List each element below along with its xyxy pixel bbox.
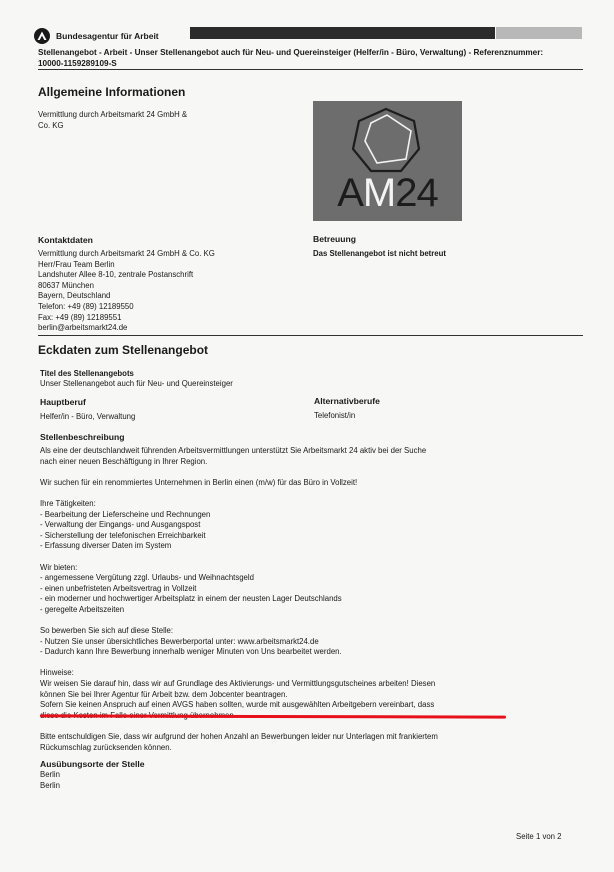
contact-block [38,249,215,334]
mediation-line: Vermittlung durch Arbeitsmarkt 24 GmbH & [38,110,188,119]
reference-number: 10000-1159289109-S [38,59,117,68]
contact-line: Telefon: +49 (89) 12189550 [38,301,134,311]
apply-heading: So bewerben Sie sich auf diese Stelle: [40,626,174,636]
contact-line: Bayern, Deutschland [38,291,111,301]
header-bar-dark [190,27,495,39]
title-value: Unser Stellenangebot auch für Neu- und Quereinsteiger [40,379,233,388]
description-label: Stellenbeschreibung [40,432,125,442]
main-job-value: Helfer/in - Büro, Verwaltung [40,412,136,421]
notes-heading: Hinweise: [40,668,74,678]
apply-item: - Dadurch kann Ihre Bewerbung innerhalb weniger Minuten von Uns bearbeitet werden. [40,647,342,657]
alt-job-label: Alternativberufe [314,396,380,406]
am24-logo [313,101,462,221]
offer-item: - ein moderner und hochwertiger Arbeitsplatz in einem der neusten Lager Deutschlands [40,594,342,604]
title-label: Titel des Stellenangebots [40,369,134,378]
apology-line: Rückumschlag zurücksenden können. [40,742,172,752]
contact-heading: Kontaktdaten [38,235,93,245]
offer-item: - einen unbefristeten Arbeitsvertrag in Vollzeit [40,583,197,593]
search-text: Wir suchen für ein renommiertes Unternehmen in Berlin einen (m/w) für das Büro in Vollzeit! [40,477,358,487]
alt-job-value: Telefonist/in [314,411,356,420]
general-heading: Allgemeine Informationen [38,85,186,99]
agency-logo-icon [34,28,50,44]
description-line: nach einer neuen Beschäftigung in Ihrer Region. [40,456,208,466]
task-item: - Sicherstellung der telefonischen Erreichbarkeit [40,530,206,540]
location-item: Berlin [40,780,60,790]
reference-title: Stellenangebot - Arbeit - Unser Stellenangebot auch für Neu- und Quereinsteiger (Helfer/in - Büro, Verwaltung) - Referenznummer: [38,48,544,57]
task-item: - Erfassung diverser Daten im System [40,541,172,551]
offer-item: - geregelte Arbeitszeiten [40,604,125,614]
locations-heading: Ausübungsorte der Stelle [40,759,145,769]
contact-line: 80637 München [38,280,94,290]
task-item: - Bearbeitung der Lieferscheine und Rechnungen [40,509,211,519]
locations-list [40,770,60,791]
am24-wordmark [313,171,462,215]
offer-item: - angemessene Vergütung zzgl. Urlaubs- und Weihnachtsgeld [40,573,254,583]
location-item: Berlin [40,770,60,779]
am24-number: 24 [395,171,438,215]
header-bar-light [496,27,582,39]
contact-line: Landshuter Allee 8-10, zentrale Postanschrift [38,270,194,280]
note-line: Sofern Sie keinen Anspruch auf einen AVGS haben sollten, wurde mit ausgewählten Arbeitgebern vereinbart, dass [40,700,435,710]
apology-line: Bitte entschuldigen Sie, dass wir aufgrund der hohen Anzahl an Bewerbungen leider nur Unterlagen mit frankiertem [40,732,438,742]
offer-heading: Wir bieten: [40,562,78,572]
agency-logo [34,27,159,45]
description-line: Als eine der deutschlandweit führenden Arbeitsvermittlungen unterstützt Sie Arbeitsmarkt 24 aktiv bei der Suche [40,446,427,455]
mediation-text [38,110,187,131]
contact-line: Herr/Frau Team Berlin [38,259,115,269]
apply-item: - Nutzen Sie unser übersichtliches Bewerberportal unter: www.arbeitsmarkt24.de [40,636,319,646]
am24-letter-m: M [362,171,396,215]
contact-line: Vermittlung durch Arbeitsmarkt 24 GmbH & Co. KG [38,249,215,258]
key-data-heading: Eckdaten zum Stellenangebot [38,343,209,357]
contact-line: Fax: +49 (89) 12189551 [38,312,122,322]
tasks-heading: Ihre Tätigkeiten: [40,498,96,508]
note-line: können Sie bei Ihrer Agentur für Arbeit bzw. dem Jobcenter beantragen. [40,689,288,699]
support-heading: Betreuung [313,234,356,244]
mediation-line: Co. KG [38,120,64,130]
note-line: Wir weisen Sie darauf hin, dass wir auf Grundlage des Aktivierungs- und Vermittlungsgutscheines arbeiten! Diesen [40,679,436,689]
task-item: - Verwaltung der Eingangs- und Ausgangspost [40,520,201,530]
reference-line [38,47,582,69]
support-text: Das Stellenangebot ist nicht betreut [313,249,447,258]
contact-email: berlin@arbeitsmarkt24.de [38,323,128,333]
agency-name: Bundesagentur für Arbeit [56,31,159,41]
am24-letter-a: A [337,171,363,215]
section-divider [38,335,583,336]
header-divider [38,69,583,70]
page-number: Seite 1 von 2 [516,832,562,841]
main-job-label: Hauptberuf [40,397,86,407]
